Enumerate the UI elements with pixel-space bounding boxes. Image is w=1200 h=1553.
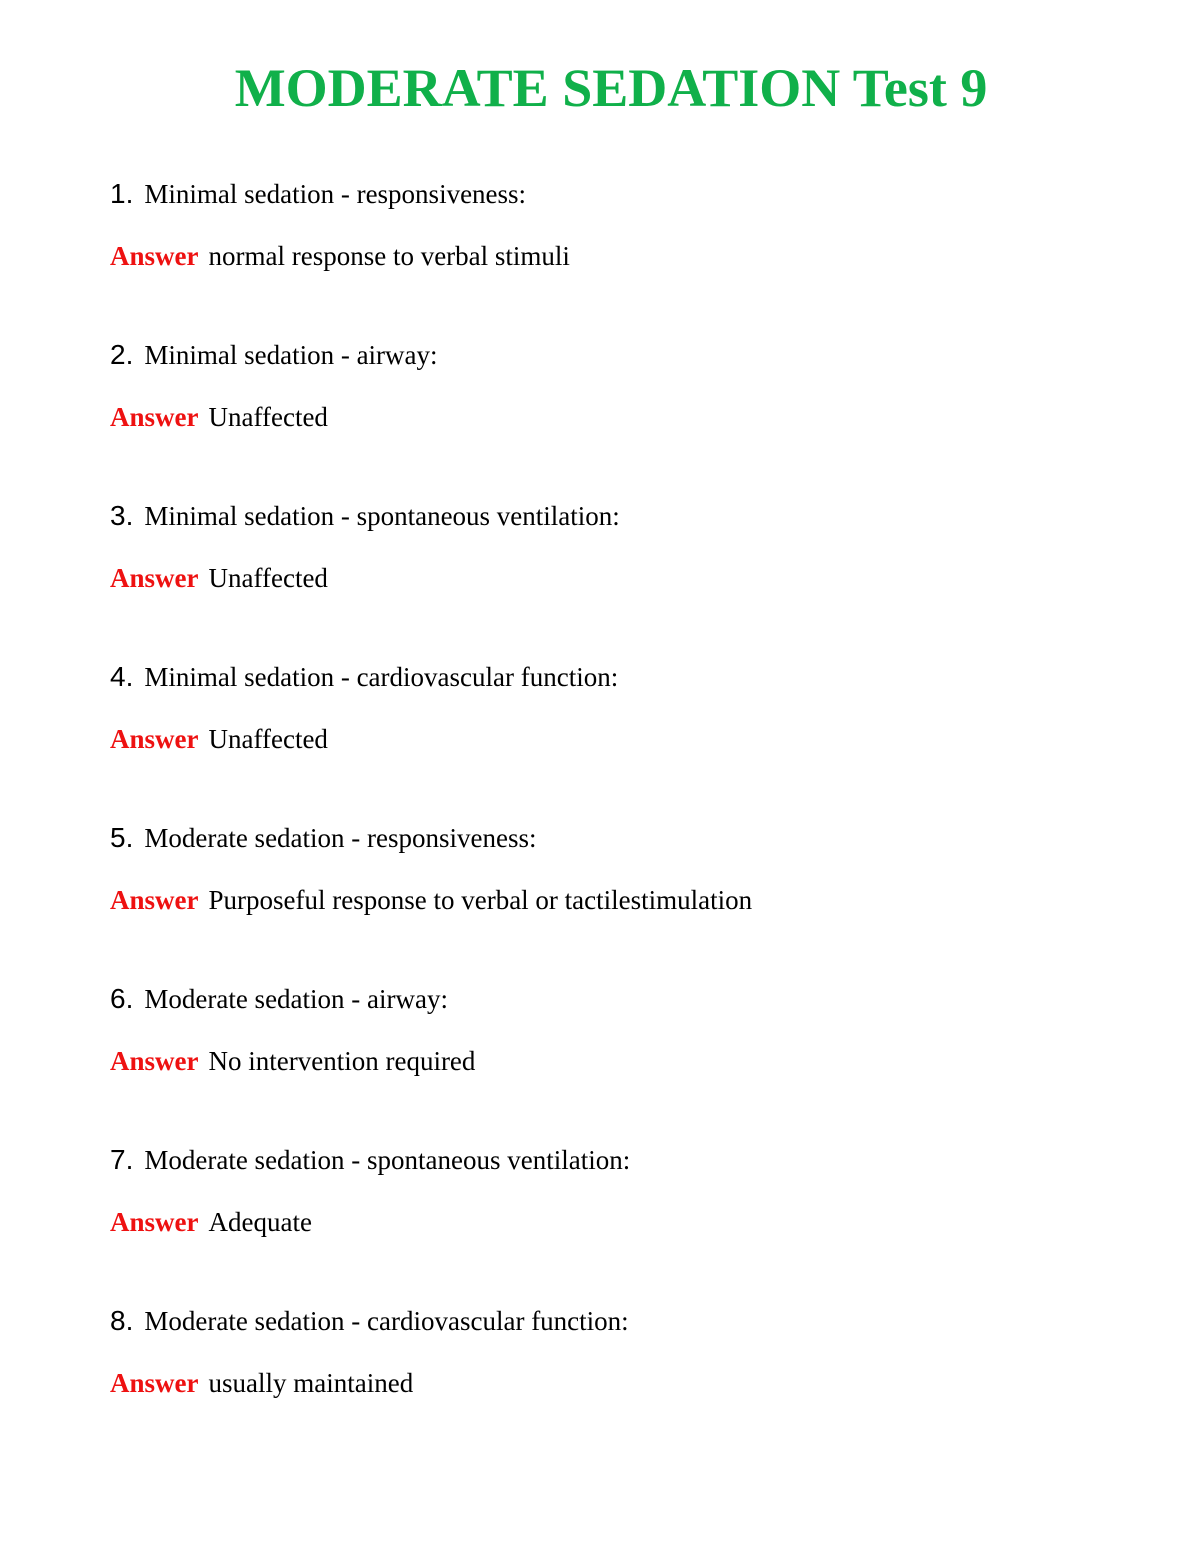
answer-label: Answer	[110, 1207, 199, 1237]
question-number: 1.	[110, 178, 134, 209]
answer-text: Adequate	[208, 1207, 312, 1237]
answer-label: Answer	[110, 402, 199, 432]
question-text: Moderate sedation - cardiovascular function:	[144, 1306, 629, 1336]
answer-text: No intervention required	[208, 1046, 476, 1076]
page-title: MODERATE SEDATION Test 9	[234, 58, 988, 118]
answer	[110, 1368, 413, 1399]
question-text: Minimal sedation - spontaneous ventilation:	[144, 501, 620, 531]
question-text: Moderate sedation - responsiveness:	[144, 823, 537, 853]
question-number: 6.	[110, 983, 134, 1014]
question-text: Moderate sedation - spontaneous ventilation:	[144, 1145, 631, 1175]
question-number: 4.	[110, 661, 134, 692]
question-number: 5.	[110, 822, 134, 853]
question	[110, 178, 526, 218]
question	[110, 983, 448, 1023]
answer-text: Unaffected	[208, 724, 328, 754]
answer-text: usually maintained	[208, 1368, 414, 1398]
question	[110, 1144, 630, 1184]
question-text: Minimal sedation - responsiveness:	[144, 179, 527, 209]
question-number: 3.	[110, 500, 134, 531]
answer-text: Unaffected	[208, 563, 328, 593]
answer	[110, 724, 328, 755]
answer-label: Answer	[110, 724, 199, 754]
answer	[110, 1207, 312, 1238]
answer-label: Answer	[110, 563, 199, 593]
question-text: Minimal sedation - cardiovascular function:	[144, 662, 619, 692]
question	[110, 1305, 629, 1345]
answer-text: Purposeful response to verbal or tactilestimulation	[208, 885, 753, 915]
question-text: Moderate sedation - airway:	[144, 984, 448, 1014]
question-number: 7.	[110, 1144, 134, 1175]
question	[110, 661, 618, 701]
answer-label: Answer	[110, 1368, 199, 1398]
answer	[110, 1046, 475, 1077]
answer	[110, 241, 570, 272]
question	[110, 822, 537, 862]
answer-text: Unaffected	[208, 402, 328, 432]
question	[110, 500, 620, 540]
answer-text: normal response to verbal stimuli	[208, 241, 570, 271]
question	[110, 339, 438, 379]
question-text: Minimal sedation - airway:	[144, 340, 438, 370]
question-number: 8.	[110, 1305, 134, 1336]
answer-label: Answer	[110, 885, 199, 915]
answer-label: Answer	[110, 1046, 199, 1076]
question-number: 2.	[110, 339, 134, 370]
answer	[110, 885, 752, 916]
answer-label: Answer	[110, 241, 199, 271]
answer	[110, 402, 328, 433]
answer	[110, 563, 328, 594]
